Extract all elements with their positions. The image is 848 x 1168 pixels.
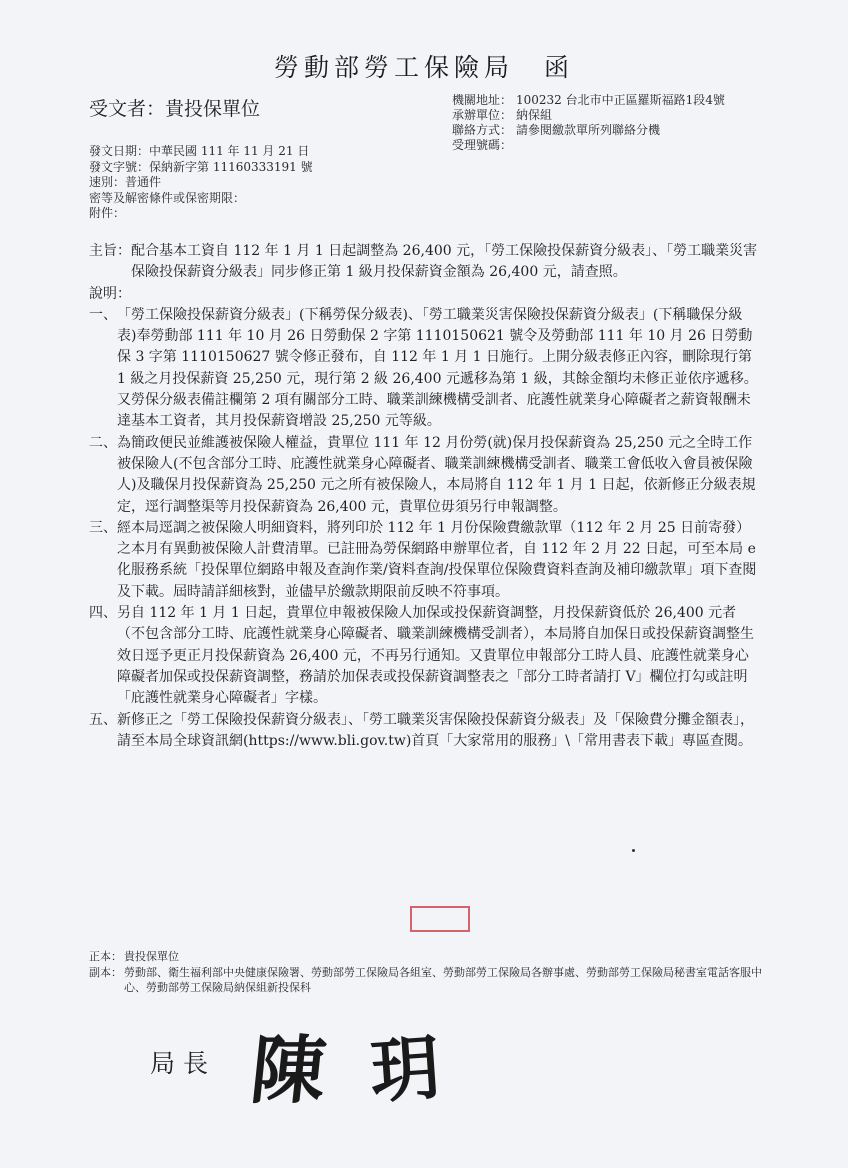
official-seal-stamp xyxy=(410,906,470,932)
document-meta xyxy=(89,144,313,222)
agency-contact: 聯絡方式： 請參閱繳款單所列聯絡分機 xyxy=(452,123,661,137)
explanation-label: 說明： xyxy=(89,285,131,302)
explanation-item: 四、 另自 112 年 1 月 1 日起，貴單位申報被保險人加保或投保薪資調整，月投保薪資低於 26,400 元者（不包含部分工時、庇護性就業身心障礙者、職業訓練機構受訓者），本局將自加保日或投保薪資調整生效日逕予更正月投保薪資為 26,400 元，不再另行通知。又貴單位申報部分工時人員、庇護性就業身心障礙者加保或投保薪資調整，務請於加保表或投保薪資調整表之「部分工時者請打 V」欄位打勾或註明「庇護性就業身心障礙者」字樣。 xyxy=(89,605,754,707)
document-body xyxy=(89,241,759,752)
explanation-item: 五、 新修正之「勞工保險投保薪資分級表」、「勞工職業災害保險投保薪資分級表」及「保險費分攤金額表」，請至本局全球資訊網(https://www.bli.gov.tw)首頁「大家常用的服務」\「常用書表下載」專區查閱。 xyxy=(89,711,754,749)
director-title: 局長 xyxy=(150,1049,217,1078)
agency-info xyxy=(452,93,725,153)
delivery-speed: 速別：普通件 xyxy=(89,175,162,189)
director-signature xyxy=(246,1012,492,1122)
agency-receipt: 受理號碼： xyxy=(452,138,513,152)
subject xyxy=(89,241,759,284)
copy-recipients: 副本： 勞動部、衛生福利部中央健康保險署、勞動部勞工保險局各組室、勞動部勞工保險局各辦事處、勞動部勞工保險局秘書室電話客服中心、勞動部勞工保險局納保組新投保科 xyxy=(89,965,762,994)
explanation-item: 一、 「勞工保險投保薪資分級表」(下稱勞保分級表)、「勞工職業災害保險投保薪資分級表」(下稱職保分級表)奉勞動部 111 年 10 月 26 日勞動保 2 字第 1110150621 號令及勞動部 111 年 10 月 26 日勞動保 3 字第 1110150627 號令修正發布，自 112 年 1 月 1 日施行。上開分級表修正內容，刪除現行第 1 級之月投保薪資 25,250 元，現行第 2 級 26,400 元遞移為第 1 級，其餘金額均未修正並依序遞移。又勞保分級表備註欄第 2 項有關部分工時、職業訓練機構受訓者、庇護性就業身心障礙者之薪資報酬未達基本工資者，其月投保薪資增設 25,250 元等級。 xyxy=(89,306,758,430)
signature-glyph-2: 玥 xyxy=(367,1026,444,1114)
issue-date: 發文日期：中華民國 111 年 11 月 21 日 xyxy=(89,144,310,158)
agency-address: 機關地址： 100232 台北市中正區羅斯福路1段4號 xyxy=(452,93,725,107)
signature-glyph-1: 陳 xyxy=(246,1028,330,1114)
recipient: 受文者：貴投保單位 xyxy=(89,98,261,120)
agency-unit: 承辦單位： 納保組 xyxy=(452,108,553,122)
secrecy-level: 密等及解密條件或保密期限： xyxy=(89,190,246,205)
original-recipient: 正本： 貴投保單位 xyxy=(89,950,179,963)
paper-speck xyxy=(632,849,635,852)
explanation-item: 三、 經本局逕調之被保險人明細資料，將列印於 112 年 1 月份保險費繳款單（112 年 2 月 25 日前寄發）之本月有異動被保險人計費清單。已註冊為勞保網路申辦單位者，自 112 年 2 月 22 日起，可至本局 e 化服務系統「投保單位網路申報及查詢作業/資料查詢/投保單位保險費資料查詢及補印繳款單」項下查閱及下載。屆時請詳細核對，並儘早於繳款期限前反映不符事項。 xyxy=(89,519,757,600)
subject-label: 主旨： xyxy=(89,243,131,259)
explanation-item: 二、 為簡政便民並維護被保險人權益，貴單位 111 年 12 月份勞(就)保月投保薪資為 25,250 元之全時工作被保險人(不包含部分工時、庇護性就業身心障礙者、職業訓練機構受訓者、職業工會低收入會員被保險人)及職保月投保薪資為 25,250 元之所有被保險人，本局將自 112 年 1 月 1 日起，依新修正分級表規定，逕行調整渠等月投保薪資為 26,400 元，貴單位毋須另行申報調整。 xyxy=(89,434,756,515)
subject-text: 配合基本工資自 112 年 1 月 1 日起調整為 26,400 元，「勞工保險投保薪資分級表」、「勞工職業災害保險投保薪資分級表」同步修正第 1 級月投保薪資金額為 26,400 元，請查照。 xyxy=(131,243,758,281)
document-title: 勞動部勞工保險局 函 xyxy=(273,53,574,82)
document-number: 發文字號：保納新字第 11160333191 號 xyxy=(89,159,313,174)
distribution-list xyxy=(89,949,779,996)
attachment: 附件： xyxy=(89,206,126,220)
